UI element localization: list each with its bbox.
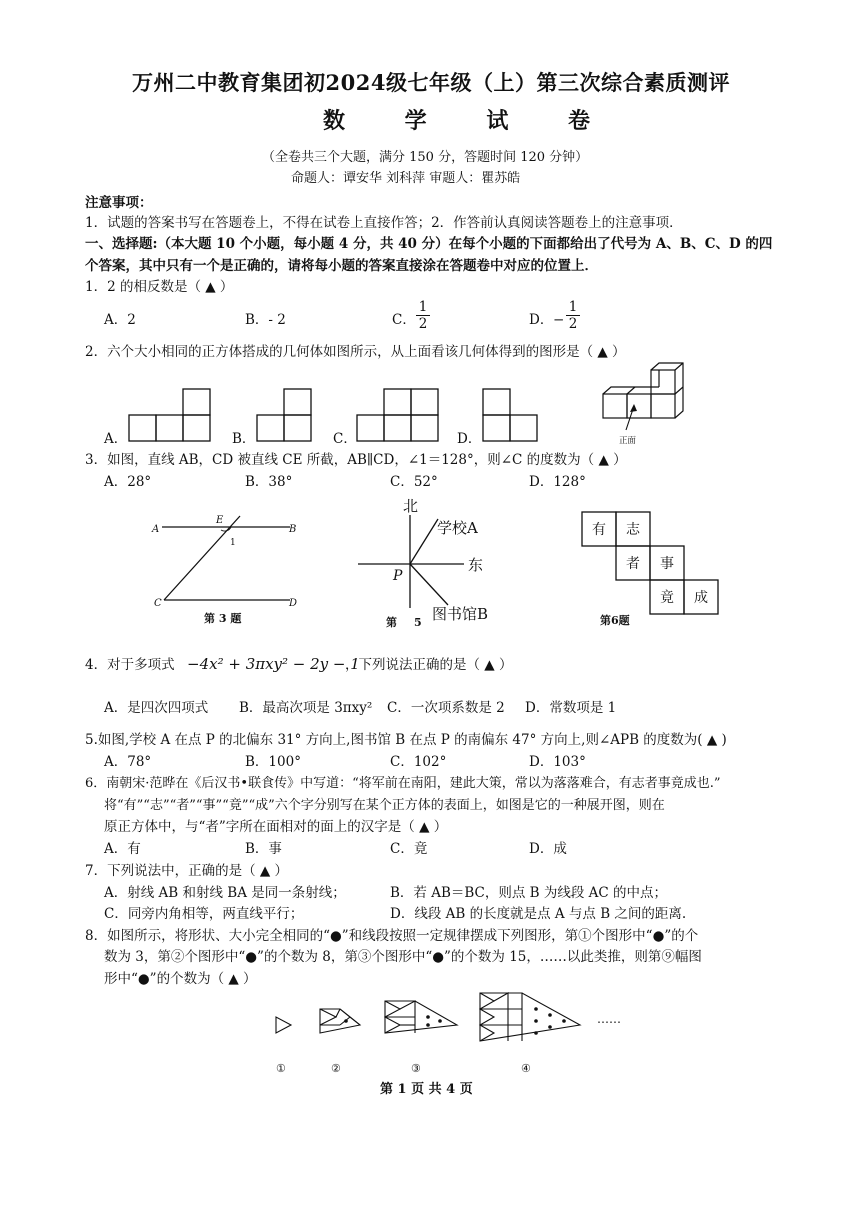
face-jing: 竟 xyxy=(660,590,674,606)
face-cheng: 成 xyxy=(694,590,708,606)
subject-title: 数 学 试 卷 xyxy=(323,108,616,134)
face-zhi: 志 xyxy=(626,522,640,538)
notes-heading: 注意事项： xyxy=(85,195,153,211)
point-p-label: P xyxy=(393,568,403,584)
q1-option-c-fraction xyxy=(416,300,430,331)
q5-option-a: A．78° xyxy=(104,754,152,770)
q7-option-b: B．若 AB＝BC，则点 B 为线段 AC 的中点； xyxy=(390,885,668,901)
figure-5-caption-b: 5 xyxy=(414,616,422,629)
point-b-label: B xyxy=(289,524,297,535)
library-b-label: 图书馆B xyxy=(432,605,489,623)
point-c-label: C xyxy=(154,598,162,609)
q1-stem: 1．2 的相反数是（ ▲ ） xyxy=(85,279,234,295)
pattern-ellipsis: …… xyxy=(597,1012,621,1026)
q6-option-c: C．竟 xyxy=(390,841,428,857)
q3-option-b: B．38° xyxy=(245,474,293,490)
q2-option-a: A． xyxy=(104,431,128,447)
pattern-4-dot xyxy=(548,1013,552,1017)
q4-option-d: D．常数项是 1 xyxy=(525,700,617,716)
exam-title: 万州二中教育集团初2024级七年级（上）第三次综合素质测评 xyxy=(132,70,730,95)
q1-option-d-fraction xyxy=(566,300,580,331)
q5-option-b: B．100° xyxy=(245,754,301,770)
point-d-label: D xyxy=(289,598,298,609)
pattern-1-triangle xyxy=(276,1017,291,1033)
q4-option-a: A．是四次四项式 xyxy=(104,700,209,716)
pattern-4-dot xyxy=(534,1031,538,1035)
fraction-denominator: 2 xyxy=(568,316,578,332)
angle-1-label: 1 xyxy=(230,538,236,548)
q4-stem-end: ，下列说法正确的是（ ▲ ） xyxy=(345,657,513,673)
q2-option-a-figure xyxy=(128,388,212,442)
q6-option-a: A．有 xyxy=(104,841,141,857)
q1-option-a: A．2 xyxy=(104,312,136,328)
pattern-4-dot xyxy=(534,1019,538,1023)
q3-option-d: D．128° xyxy=(529,474,586,490)
pattern-3-dot xyxy=(438,1019,442,1023)
q6-line-1: 6．南朝宋·范晔在《后汉书•联食传》中写道：“将军前在南阳，建此大策，常以为落落难合，有志者事竟成也.” xyxy=(85,776,721,791)
exam-info: （全卷共三个大题，满分 150 分，答题时间 120 分钟） xyxy=(262,150,589,165)
q2-option-b: B． xyxy=(232,431,256,447)
pattern-4-dot xyxy=(548,1025,552,1029)
exam-authors: 命题人：谭安华 刘科萍 审题人：瞿苏皓 xyxy=(291,171,521,186)
q6-line-3: 原正方体中，与“者”字所在面相对的面上的汉字是（ ▲ ） xyxy=(104,819,448,835)
front-arrowhead xyxy=(630,404,637,412)
front-label: 正面 xyxy=(619,436,637,446)
north-label: 北 xyxy=(403,497,419,515)
q7-stem: 7．下列说法中，正确的是（ ▲ ） xyxy=(85,863,289,879)
q1-option-d-sign: − xyxy=(553,312,565,328)
q2-solid-figure xyxy=(600,360,692,448)
q8-line-1: 8．如图所示，将形状、大小完全相同的“●”和线段按照一定规律摆成下列图形，第①个图形中“●”的个 xyxy=(85,928,699,944)
fraction-denominator: 2 xyxy=(418,316,428,332)
section-one-heading: 一、选择题:（本大题 10 个小题，每小题 4 分，共 40 分）在每个小题的下面都给出了代号为 A、B、C、D 的四 xyxy=(85,236,773,252)
q2-option-d-figure xyxy=(482,388,539,442)
point-e-label: E xyxy=(216,515,224,526)
q1-option-b: B．- 2 xyxy=(245,312,286,328)
q7-option-c: C．同旁内角相等，两直线平行； xyxy=(104,906,304,922)
q3-option-c: C．52° xyxy=(390,474,438,490)
q6-option-d: D．成 xyxy=(529,841,567,857)
q8-pattern-figures xyxy=(260,985,640,1080)
q4-stem-start: 4．对于多项式 xyxy=(85,657,175,673)
figure-6-caption: 第6题 xyxy=(600,614,630,627)
pattern-3-dot xyxy=(426,1015,430,1019)
q5-option-d: D．103° xyxy=(529,754,586,770)
q2-option-c-figure xyxy=(356,388,440,442)
q7-option-a: A．射线 AB 和射线 BA 是同一条射线； xyxy=(104,885,346,901)
q2-option-b-figure xyxy=(256,388,313,442)
q1-option-c-label: C． xyxy=(392,312,416,328)
face-zhe: 者 xyxy=(626,556,640,572)
east-label: 东 xyxy=(468,556,484,574)
q1-option-d-label: D． xyxy=(529,312,554,328)
q6-option-b: B．事 xyxy=(245,841,282,857)
figure-5 xyxy=(350,493,510,633)
q3-stem: 3．如图，直线 AB，CD 被直线 CE 所截，AB∥CD，∠1＝128°，则∠C 的度数为（ ▲ ） xyxy=(85,452,627,468)
page-footer: 第 1 页 共 4 页 xyxy=(380,1082,473,1097)
q5-option-c: C．102° xyxy=(390,754,447,770)
fraction-numerator: 1 xyxy=(418,299,428,315)
pattern-label-4: ④ xyxy=(521,1062,531,1075)
section-one-heading-cont: 个答案，其中只有一个是正确的，请将每小题的答案直接涂在答题卷中对应的位置上． xyxy=(85,258,598,274)
q2-option-c: C． xyxy=(333,431,357,447)
figure-5-caption-a: 第 xyxy=(386,616,397,629)
q7-option-d: D．线段 AB 的长度就是点 A 与点 B 之间的距离. xyxy=(390,906,687,922)
q2-stem: 2．六个大小相同的正方体搭成的几何体如图所示，从上面看该几何体得到的图形是（ ▲ ） xyxy=(85,344,626,360)
figure-6 xyxy=(580,510,730,630)
q8-line-2: 数为 3，第②个图形中“●”的个数为 8，第③个图形中“●”的个数为 15，……以此类推，则第⑨幅图 xyxy=(104,949,702,965)
pattern-3-dot xyxy=(426,1023,430,1027)
point-a-label: A xyxy=(152,524,160,535)
q3-option-a: A．28° xyxy=(104,474,152,490)
face-you: 有 xyxy=(592,522,606,538)
q4-polynomial: −4x² + 3πxy² − 2y − 1 xyxy=(187,655,360,673)
pattern-label-3: ③ xyxy=(411,1062,421,1075)
pattern-label-2: ② xyxy=(331,1062,341,1075)
q5-stem: 5.如图,学校 A 在点 P 的北偏东 31° 方向上,图书馆 B 在点 P 的南偏东 47° 方向上,则∠APB 的度数为( ▲ ) xyxy=(85,732,727,748)
pattern-4-dot xyxy=(562,1019,566,1023)
q8-line-3: 形中“●”的个数为（ ▲ ） xyxy=(104,971,257,987)
q6-line-2: 将“有”“志”“者”“事”“竟”“成”六个字分别写在某个正方体的表面上，如图是它的一种展开图，则在 xyxy=(104,798,665,813)
notes-line: 1．试题的答案书写在答题卷上，不得在试卷上直接作答；2．作答前认真阅读答题卷上的注意事项． xyxy=(85,215,683,231)
pattern-4-dot xyxy=(534,1007,538,1011)
q2-option-d: D． xyxy=(457,431,482,447)
school-a-label: 学校A xyxy=(437,519,478,537)
pattern-2-dot xyxy=(344,1019,348,1023)
face-shi: 事 xyxy=(660,556,674,572)
figure-3 xyxy=(150,510,310,630)
q4-option-b: B．最高次项是 3πxy² xyxy=(239,700,373,716)
figure-3-caption: 第 3 题 xyxy=(204,612,242,625)
fraction-numerator: 1 xyxy=(568,299,578,315)
pattern-label-1: ① xyxy=(276,1062,286,1075)
q4-option-c: C．一次项系数是 2 xyxy=(387,700,505,716)
